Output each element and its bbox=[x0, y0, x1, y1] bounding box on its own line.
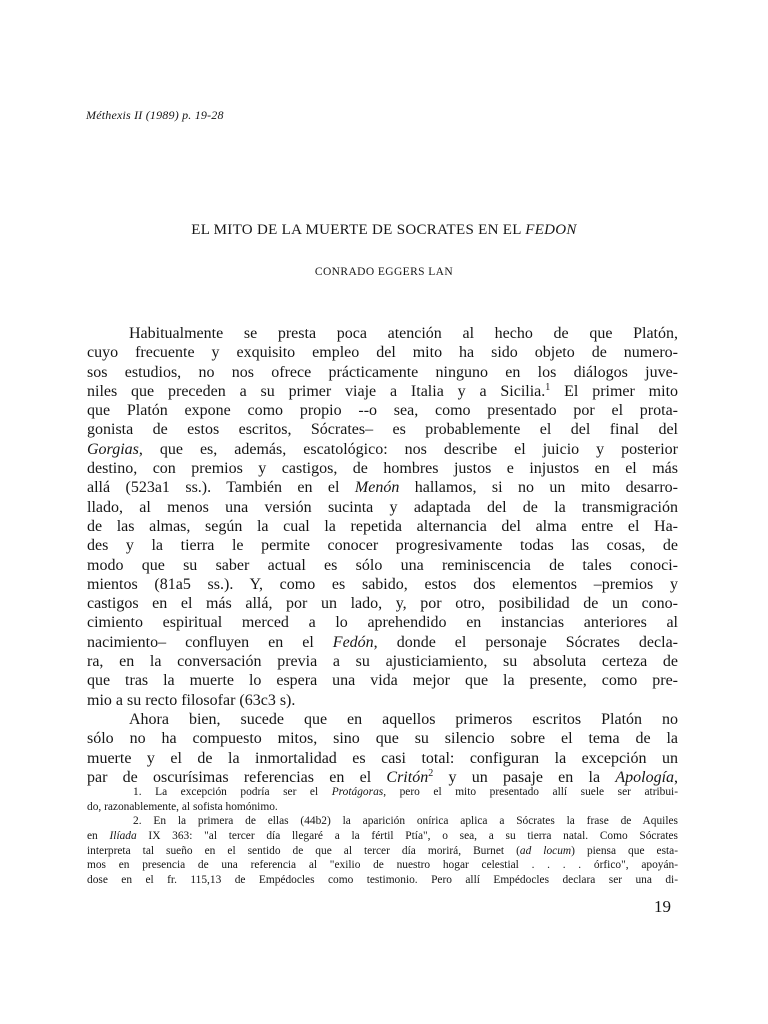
footnote-line: mos en presencia de una referencia al "exilio de nuestro hogar celestial . . . . órfico", apoyán- bbox=[87, 859, 678, 872]
body-line: niles que preceden a su primer viaje a Italia y a Sicilia.$^1$ El primer mito bbox=[87, 381, 678, 400]
body-line: Ahora bien, sucede que en aquellos primeros escritos Platón no bbox=[129, 710, 678, 728]
body-line: mio a su recto filosofar (63c3 s). bbox=[87, 691, 296, 709]
footnote-line: 2. En la primera de ellas (44b2) la aparición onírica aplica a Sócrates la frase de Aquiles bbox=[133, 815, 678, 828]
body-line: ra, en la conversación previa a su ajusticiamiento, su absoluta certeza de bbox=[87, 653, 678, 671]
body-line: modo que su saber actual es sólo una reminiscencia de tales conoci- bbox=[87, 556, 678, 574]
page-number: 19 bbox=[654, 897, 671, 916]
footnote-ref[interactable]: 2 bbox=[428, 767, 434, 779]
body-line: sólo no ha compuesto mitos, sino que su silencio sobre el tema de la bbox=[87, 730, 678, 748]
body-line: gonista de estos escritos, Sócrates– es probablemente el del final del bbox=[87, 421, 678, 439]
body-line: muerte y el de la inmortalidad es casi total: configuran la excepción un bbox=[87, 749, 678, 767]
footnote-line: interpreta tal sueño en el sentido de que al tercer día morirá, Burnet (ad locum) piensa que esta- bbox=[87, 844, 678, 857]
title-italic: FEDON bbox=[525, 222, 577, 238]
footnote-line: dose en el fr. 115,13 de Empédocles como testimonio. Pero allí Empédocles declara ser una di- bbox=[87, 874, 678, 887]
body-line: que tras la muerte lo espera una vida mejor que la presente, como pre- bbox=[87, 672, 678, 690]
footnote-line: en Ilíada IX 363: "al tercer día llegaré a la fértil Ptía", o sea, a su tierra natal. Como Sócrates bbox=[87, 830, 678, 843]
body-line: nacimiento– confluyen en el Fedón, donde el personaje Sócrates decla- bbox=[87, 633, 678, 651]
body-line: llado, al menos una versión sucinta y adaptada del de la transmigración bbox=[87, 498, 678, 516]
body-line: sos estudios, no nos ofrece prácticamente ninguno en los diálogos juve- bbox=[87, 363, 678, 381]
body-line: que Platón expone como propio --o sea, como presentado por el prota- bbox=[87, 402, 678, 420]
body-line: par de oscurísimas referencias en el Critón$^2$ y un pasaje en la Apología, bbox=[87, 767, 678, 786]
body-line: des y la tierra le permite conocer progresivamente todas las cosas, de bbox=[87, 537, 678, 555]
journal-reference: Méthexis II (1989) p. 19-28 bbox=[86, 108, 224, 122]
body-line: mientos (81a5 ss.). Y, como es sabido, estos dos elementos –premios y bbox=[87, 575, 678, 593]
body-line: Habitualmente se presta poca atención al hecho de que Platón, bbox=[129, 325, 678, 342]
footnotes bbox=[87, 785, 678, 888]
body-line: cimiento espiritual merced a lo aprehendido en instancias anteriores al bbox=[87, 614, 678, 632]
author-name: CONRADO EGGERS LAN bbox=[314, 266, 454, 278]
body-line: de las almas, según la cual la repetida alternancia del alma entre el Ha- bbox=[87, 517, 678, 535]
footnote-ref[interactable]: 1 bbox=[545, 381, 551, 393]
footnote-line: do, razonablemente, al sofista homónimo. bbox=[87, 800, 278, 813]
footnote-line: 1. La excepción podría ser el Protágoras, pero el mito presentado allí suele ser atribui- bbox=[133, 786, 678, 798]
body-line: castigos en el más allá, por un lado, y, por otro, posibilidad de un cono- bbox=[87, 595, 678, 613]
body-line: Gorgias, que es, además, escatológico: nos describe el juicio y posterior bbox=[87, 440, 678, 458]
body-line: destino, con premios y castigos, de hombres justos e injustos en el más bbox=[87, 460, 678, 478]
body-line: allá (523a1 ss.). También en el Menón hallamos, si no un mito desarro- bbox=[87, 479, 678, 497]
body-line: cuyo frecuente y exquisito empleo del mito ha sido objeto de numero- bbox=[87, 344, 678, 362]
article-title bbox=[0, 222, 768, 239]
title-main: EL MITO DE LA MUERTE DE SOCRATES EN EL bbox=[191, 222, 526, 238]
body-text bbox=[87, 324, 678, 787]
